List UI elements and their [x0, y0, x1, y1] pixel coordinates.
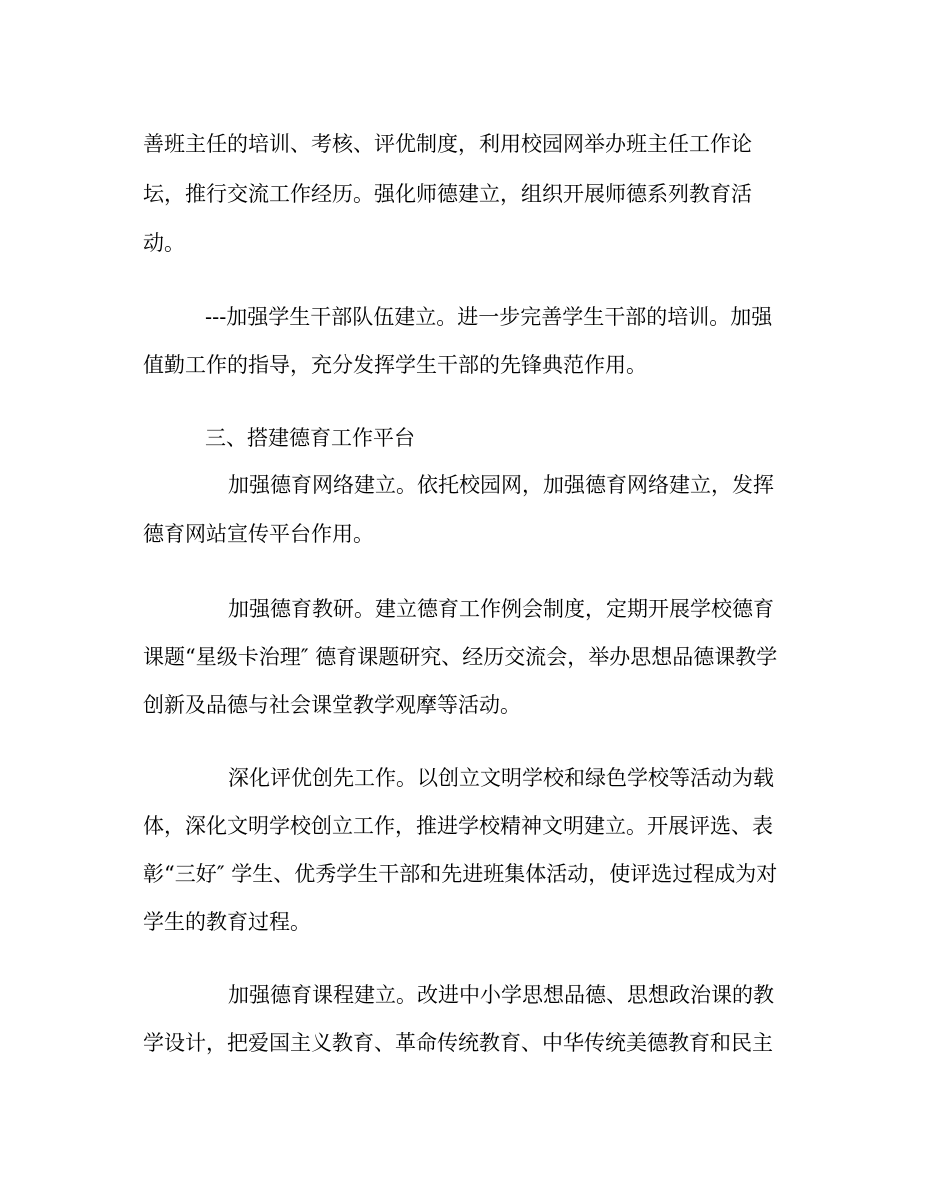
paragraph-2-line-2: 值勤工作的指导，充分发挥学生干部的先锋典范作用。 [143, 353, 647, 377]
paragraph-2-line-1: ---加强学生干部队伍建立。进一步完善学生干部的培训。加强 [205, 305, 773, 329]
paragraph-1-line-1: 善班主任的培训、考核、评优制度，利用校园网举办班主任工作论 [143, 132, 752, 156]
paragraph-5-line-4: 学生的教育过程。 [143, 910, 311, 934]
section-heading-3: 三、搭建德育工作平台 [205, 426, 415, 450]
paragraph-1-line-2: 坛，推行交流工作经历。强化师德建立，组织开展师德系列教育活 [143, 182, 752, 206]
paragraph-5-line-2: 体，深化文明学校创立工作，推进学校精神文明建立。开展评选、表 [143, 814, 773, 838]
paragraph-5-line-1: 深化评优创先工作。以创立文明学校和绿色学校等活动为载 [228, 766, 774, 790]
paragraph-3-line-2: 德育网站宣传平台作用。 [143, 522, 374, 546]
paragraph-4-line-3: 创新及品德与社会课堂教学观摩等活动。 [143, 693, 521, 717]
paragraph-3-line-1: 加强德育网络建立。依托校园网，加强德育网络建立，发挥 [228, 473, 774, 497]
paragraph-5-line-3: 彰“三好″ 学生、优秀学生干部和先进班集体活动，使评选过程成为对 [143, 862, 778, 886]
paragraph-6-line-1: 加强德育课程建立。改进中小学思想品德、思想政治课的教 [228, 983, 774, 1007]
paragraph-4-line-1: 加强德育教研。建立德育工作例会制度，定期开展学校德育 [228, 597, 774, 621]
paragraph-4-line-2: 课题“星级卡治理″ 德育课题研究、经历交流会，举办思想品德课教学 [143, 645, 778, 669]
paragraph-6-line-2: 学设计，把爱国主义教育、革命传统教育、中华传统美德教育和民主 [143, 1031, 773, 1055]
paragraph-1-line-3: 动。 [143, 231, 185, 255]
